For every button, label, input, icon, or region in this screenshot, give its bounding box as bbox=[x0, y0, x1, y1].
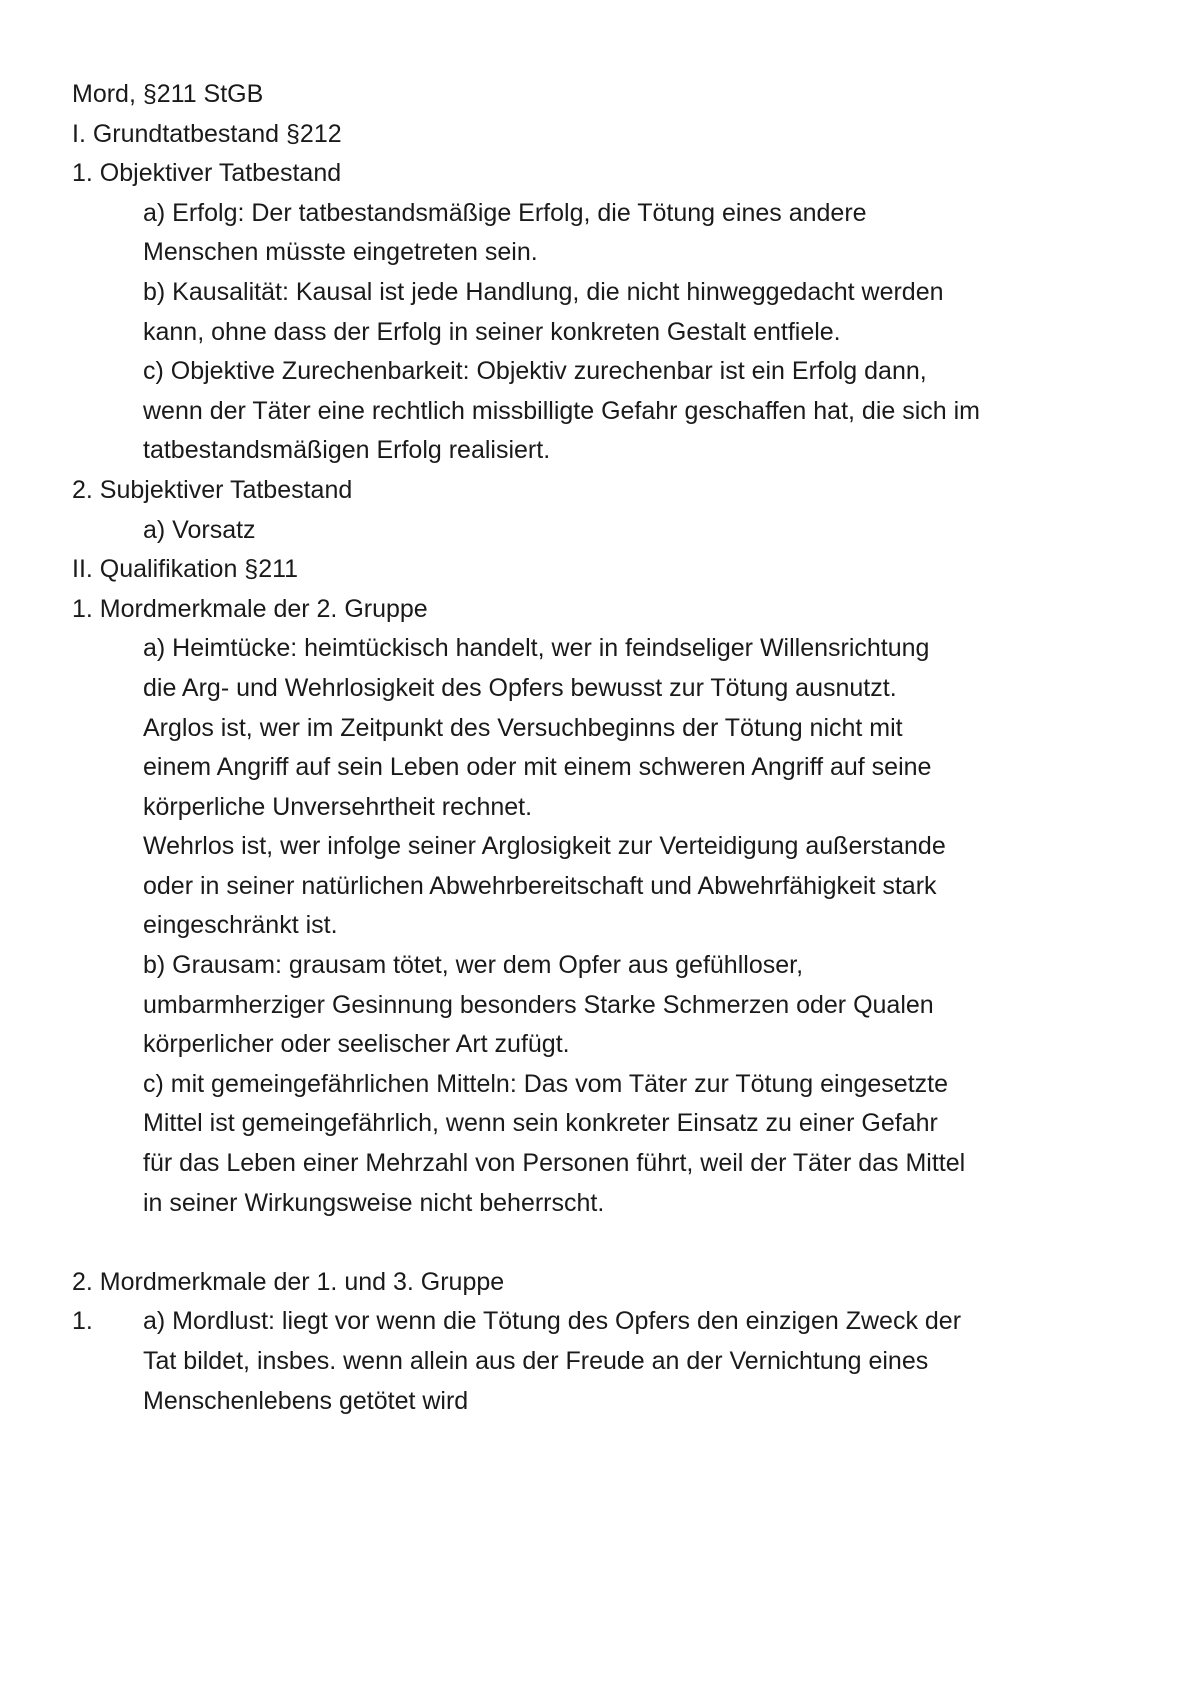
text-line: Menschenlebens getötet wird bbox=[143, 1386, 469, 1415]
text-line: a) Erfolg: Der tatbestandsmäßige Erfolg, die Tötung eines andere bbox=[143, 198, 867, 227]
section-heading-qualifikation: II. Qualifikation §211 bbox=[72, 555, 299, 584]
text-line: Menschen müsste eingetreten sein. bbox=[143, 238, 538, 267]
paragraph-vorsatz: a) Vorsatz bbox=[143, 515, 256, 544]
text-line: Arglos ist, wer im Zeitpunkt des Versuchbeginns der Tötung nicht mit bbox=[143, 713, 903, 742]
text-line: a) Mordlust: liegt vor wenn die Tötung des Opfers den einzigen Zweck der bbox=[143, 1307, 962, 1336]
numbered-list-item bbox=[72, 1302, 1152, 1342]
document-title: Mord, §211 StGB bbox=[72, 80, 264, 108]
paragraph-mordlust bbox=[72, 1302, 1152, 1421]
text-line: in seiner Wirkungsweise nicht beherrscht. bbox=[143, 1188, 605, 1217]
text-line: umbarmherziger Gesinnung besonders Starke Schmerzen oder Qualen bbox=[143, 990, 934, 1019]
subsection-heading-subjektiv: 2. Subjektiver Tatbestand bbox=[72, 475, 353, 504]
blank-line bbox=[72, 1223, 1152, 1263]
text-line: wenn der Täter eine rechtlich missbilligte Gefahr geschaffen hat, die sich im bbox=[143, 396, 980, 425]
paragraph-gemeingefaehrliche-mittel bbox=[72, 1065, 1152, 1223]
text-line: Mittel ist gemeingefährlich, wenn sein konkreter Einsatz zu einer Gefahr bbox=[143, 1109, 938, 1138]
text-line: tatbestandsmäßigen Erfolg realisiert. bbox=[143, 436, 551, 465]
text-line: Tat bildet, insbes. wenn allein aus der Freude an der Vernichtung eines bbox=[143, 1347, 929, 1375]
paragraph-grausam bbox=[72, 946, 1152, 1065]
paragraph-erfolg bbox=[72, 194, 1152, 273]
paragraph-kausalitaet bbox=[72, 273, 1152, 352]
text-line: c) mit gemeingefährlichen Mitteln: Das vom Täter zur Tötung eingesetzte bbox=[143, 1069, 949, 1098]
paragraph-heimtuecke bbox=[72, 629, 1152, 946]
text-line: kann, ohne dass der Erfolg in seiner konkreten Gestalt entfiele. bbox=[143, 317, 841, 346]
text-line: die Arg- und Wehrlosigkeit des Opfers bewusst zur Tötung ausnutzt. bbox=[143, 673, 897, 702]
text-line: a) Heimtücke: heimtückisch handelt, wer in feindseliger Willensrichtung bbox=[143, 634, 930, 663]
subsection-heading-objektiv: 1. Objektiver Tatbestand bbox=[72, 159, 342, 188]
list-number: 1. bbox=[72, 1307, 93, 1336]
subsection-heading-gruppe-2: 1. Mordmerkmale der 2. Gruppe bbox=[72, 594, 428, 623]
text-line: einem Angriff auf sein Leben oder mit einem schweren Angriff auf seine bbox=[143, 753, 932, 782]
text-line: eingeschränkt ist. bbox=[143, 911, 338, 940]
text-line: oder in seiner natürlichen Abwehrbereitschaft und Abwehrfähigkeit stark bbox=[143, 871, 937, 900]
text-line: für das Leben einer Mehrzahl von Personen führt, weil der Täter das Mittel bbox=[143, 1149, 966, 1178]
text-line: körperliche Unversehrtheit rechnet. bbox=[143, 792, 533, 821]
document-body bbox=[72, 75, 1152, 1421]
text-line: c) Objektive Zurechenbarkeit: Objektiv zurechenbar ist ein Erfolg dann, bbox=[143, 357, 927, 386]
paragraph-zurechenbarkeit bbox=[72, 352, 1152, 471]
text-line: körperlicher oder seelischer Art zufügt. bbox=[143, 1030, 570, 1059]
section-heading-grundtatbestand: I. Grundtatbestand §212 bbox=[72, 119, 342, 148]
text-line: b) Kausalität: Kausal ist jede Handlung, die nicht hinweggedacht werden bbox=[143, 277, 944, 306]
text-line: b) Grausam: grausam tötet, wer dem Opfer aus gefühlloser, bbox=[143, 951, 804, 980]
subsection-heading-gruppe-1-3: 2. Mordmerkmale der 1. und 3. Gruppe bbox=[72, 1267, 505, 1296]
text-line: Wehrlos ist, wer infolge seiner Arglosigkeit zur Verteidigung außerstande bbox=[143, 832, 946, 861]
